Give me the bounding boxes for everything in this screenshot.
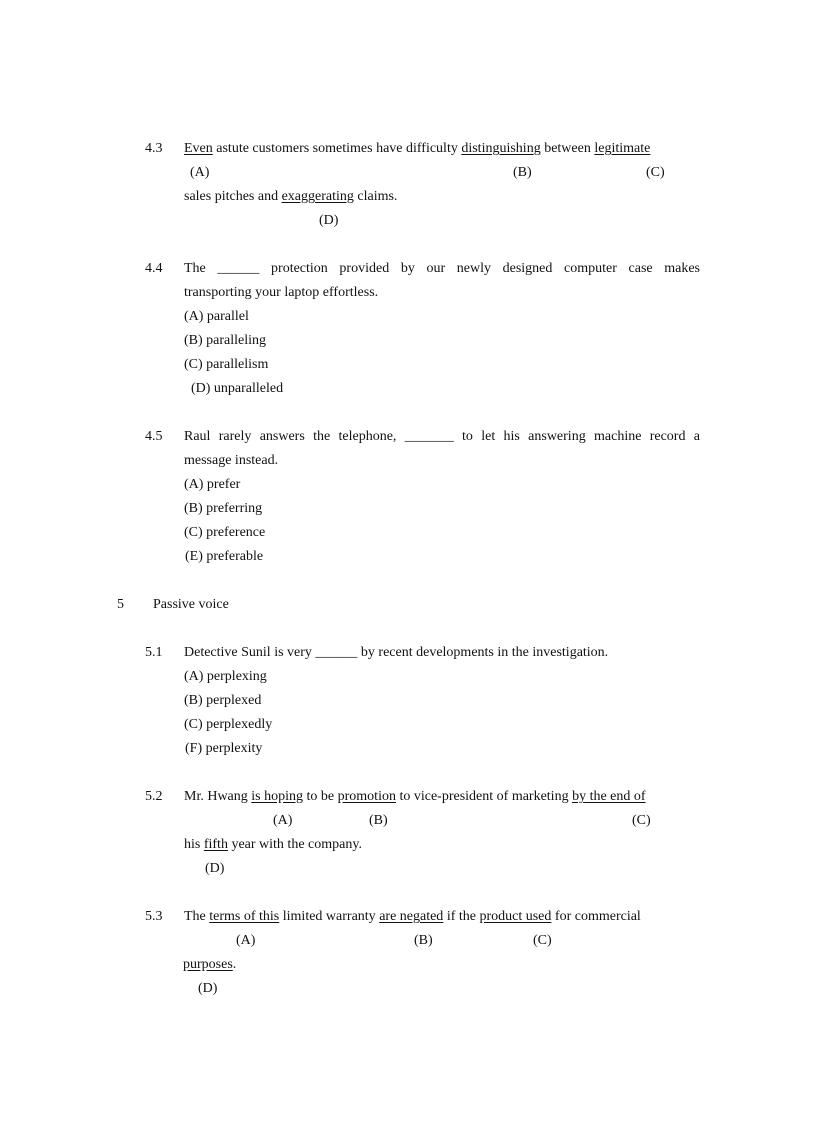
question-text-line: The terms of this limited warranty are negated if the product used for commercial bbox=[184, 909, 641, 924]
underlined-choice-c: by the end of bbox=[572, 789, 646, 804]
option-b: (B) preferring bbox=[184, 501, 263, 516]
option-d: (F) perplexity bbox=[185, 741, 263, 756]
choice-marker-b: (B) bbox=[513, 165, 532, 180]
option-b: (B) perplexed bbox=[184, 693, 262, 708]
question-text-line: purposes. bbox=[183, 957, 237, 972]
choice-marker-a: (A) bbox=[190, 165, 210, 180]
underlined-choice-b: are negated bbox=[379, 909, 444, 924]
question-text-line: message instead. bbox=[184, 453, 279, 468]
question-number: 5.3 bbox=[145, 909, 163, 924]
question-number: 5.2 bbox=[145, 789, 163, 804]
question-text-line: Detective Sunil is very ______ by recent developments in the investigation. bbox=[184, 645, 609, 660]
question-number: 5.1 bbox=[145, 645, 163, 660]
choice-marker-b: (B) bbox=[369, 813, 388, 828]
question-text-line: The ______ protection provided by our newly designed computer case makes bbox=[184, 261, 700, 276]
choice-marker-c: (C) bbox=[646, 165, 665, 180]
option-c: (C) perplexedly bbox=[184, 717, 273, 732]
question-number: 4.4 bbox=[145, 261, 163, 276]
question-text-line: his fifth year with the company. bbox=[184, 837, 362, 852]
section-title: Passive voice bbox=[153, 597, 229, 612]
choice-marker-b: (B) bbox=[414, 933, 433, 948]
underlined-choice-c: legitimate bbox=[594, 141, 651, 156]
question-number: 4.3 bbox=[145, 141, 163, 156]
choice-marker-d: (D) bbox=[319, 213, 339, 228]
option-b: (B) paralleling bbox=[184, 333, 267, 348]
choice-marker-a: (A) bbox=[236, 933, 256, 948]
option-c: (C) parallelism bbox=[184, 357, 269, 372]
choice-marker-d: (D) bbox=[205, 861, 225, 876]
option-c: (C) preference bbox=[184, 525, 266, 540]
question-text-line: Even astute customers sometimes have difficulty distinguishing between legitimate bbox=[184, 141, 651, 156]
question-text-line: transporting your laptop effortless. bbox=[184, 285, 379, 300]
underlined-choice-a: terms of this bbox=[209, 909, 280, 924]
choice-marker-d: (D) bbox=[198, 981, 218, 996]
option-a: (A) perplexing bbox=[184, 669, 267, 684]
underlined-choice-a: is hoping bbox=[251, 789, 304, 804]
choice-marker-c: (C) bbox=[632, 813, 651, 828]
option-d: (E) preferable bbox=[185, 549, 264, 564]
question-number: 4.5 bbox=[145, 429, 163, 444]
question-text-line: Mr. Hwang is hoping to be promotion to vice-president of marketing by the end of bbox=[184, 789, 646, 804]
question-text-line: sales pitches and exaggerating claims. bbox=[184, 189, 398, 204]
option-a: (A) parallel bbox=[184, 309, 249, 324]
underlined-choice-d: exaggerating bbox=[281, 189, 354, 204]
question-text-line: Raul rarely answers the telephone, _______ to let his answering machine record a bbox=[184, 429, 700, 444]
underlined-choice-b: promotion bbox=[337, 789, 396, 804]
underlined-choice-d: purposes bbox=[183, 957, 233, 972]
section-number: 5 bbox=[117, 597, 124, 612]
option-a: (A) prefer bbox=[184, 477, 241, 492]
underlined-choice-c: product used bbox=[479, 909, 552, 924]
option-d: (D) unparalleled bbox=[191, 381, 284, 396]
underlined-choice-b: distinguishing bbox=[461, 141, 541, 156]
choice-marker-a: (A) bbox=[273, 813, 293, 828]
choice-marker-c: (C) bbox=[533, 933, 552, 948]
underlined-choice-d: fifth bbox=[203, 837, 228, 852]
underlined-choice-a: Even bbox=[184, 141, 213, 156]
